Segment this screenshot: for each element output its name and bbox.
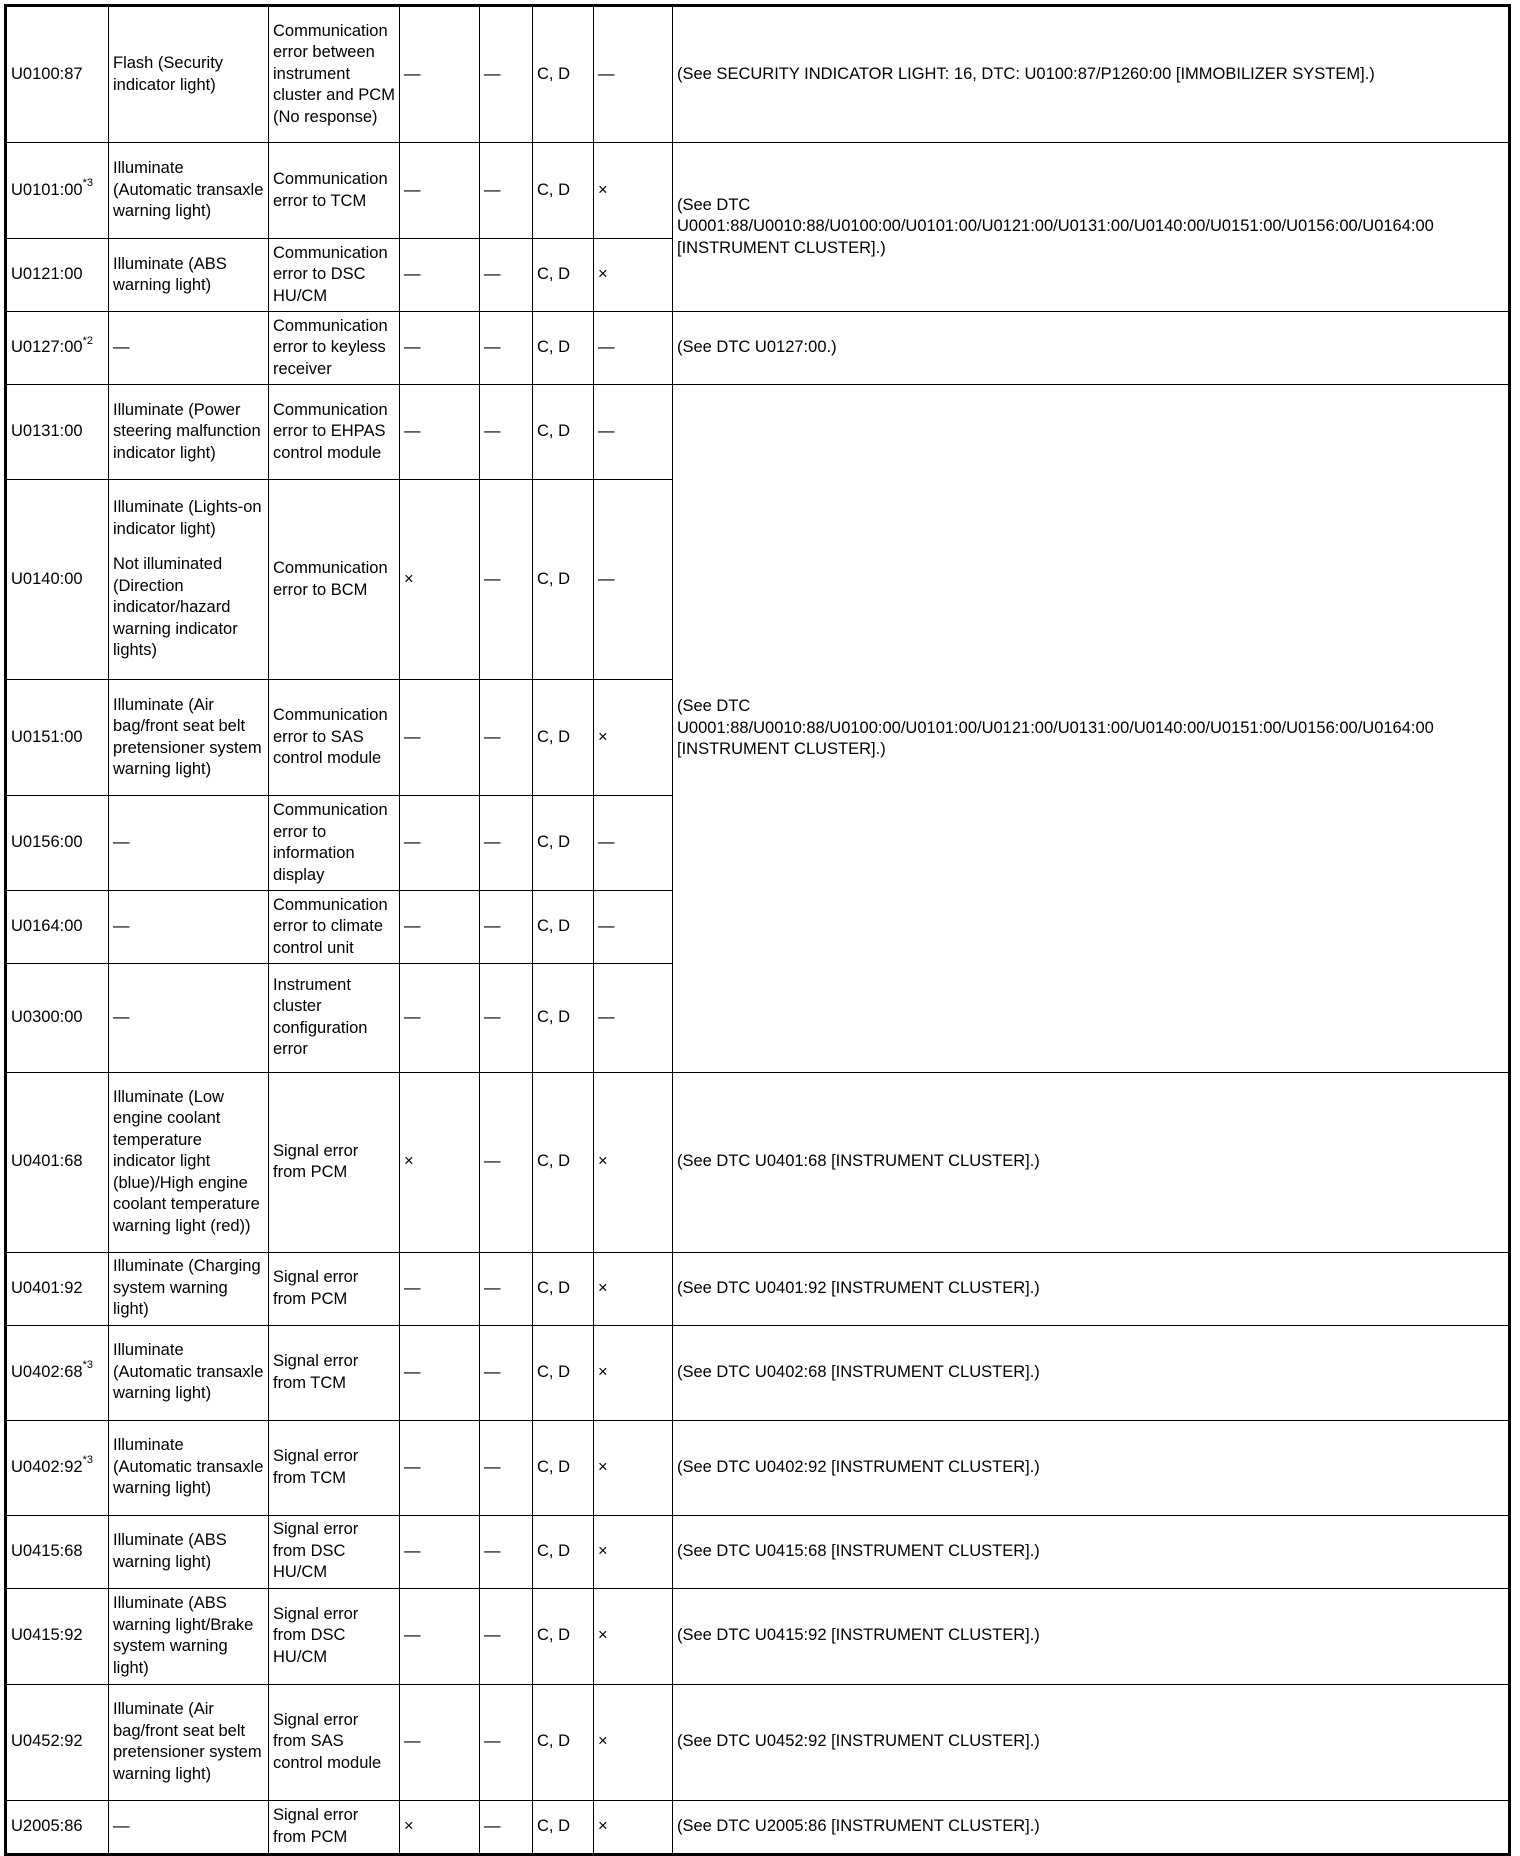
indicator-cell: — <box>109 891 269 964</box>
col7-cell: × <box>594 1072 673 1252</box>
col4-cell: × <box>400 480 480 680</box>
col5-cell: — <box>480 1325 533 1420</box>
col4-cell: — <box>400 6 480 143</box>
col6-cell: C, D <box>533 239 594 312</box>
col7-cell: × <box>594 1515 673 1588</box>
indicator-cell: Illuminate (Air bag/front seat belt pretensioner system warning light) <box>109 680 269 796</box>
col4-cell: — <box>400 680 480 796</box>
condition-cell: Signal error from TCM <box>269 1325 400 1420</box>
col5-cell: — <box>480 680 533 796</box>
col7-cell: × <box>594 1325 673 1420</box>
col7-cell: — <box>594 480 673 680</box>
action-cell: (See DTC U0401:92 [INSTRUMENT CLUSTER].) <box>673 1252 1510 1325</box>
col6-cell: C, D <box>533 1252 594 1325</box>
indicator-cell: Illuminate (Power steering malfunction indicator light) <box>109 385 269 480</box>
col6-cell: C, D <box>533 1684 594 1800</box>
action-cell: (See DTC U0402:68 [INSTRUMENT CLUSTER].) <box>673 1325 1510 1420</box>
condition-cell: Signal error from TCM <box>269 1420 400 1515</box>
col5-cell: — <box>480 964 533 1073</box>
dtc-code-cell: U0131:00 <box>6 385 109 480</box>
action-cell-group-1: (See DTC U0001:88/U0010:88/U0100:00/U0101:00/U0121:00/U0131:00/U0140:00/U0151:00/U0156:00/U0164:00 [INSTRUMENT CLUSTER].) <box>673 143 1510 312</box>
indicator-cell: — <box>109 1800 269 1854</box>
col7-cell: — <box>594 6 673 143</box>
col5-cell: — <box>480 1588 533 1684</box>
col4-cell: — <box>400 143 480 239</box>
dtc-code-cell: U0101:00$^{*3}$ <box>6 143 109 239</box>
indicator-cell: — <box>109 964 269 1073</box>
col7-cell: × <box>594 1588 673 1684</box>
dtc-code-cell: U0402:92$^{*3}$ <box>6 1420 109 1515</box>
dtc-code-cell: U0121:00 <box>6 239 109 312</box>
col5-cell: — <box>480 1515 533 1588</box>
col7-cell: × <box>594 680 673 796</box>
dtc-code-cell: U0415:92 <box>6 1588 109 1684</box>
col4-cell: — <box>400 891 480 964</box>
indicator-extra-text: Not illuminated (Direction indicator/hazard warning indicator lights) <box>113 555 238 660</box>
indicator-cell: Illuminate (Low engine coolant temperature indicator light (blue)/High engine coolant temperature warning light (red)) <box>109 1072 269 1252</box>
col5-cell: — <box>480 1072 533 1252</box>
indicator-cell: — <box>109 796 269 891</box>
col4-cell: — <box>400 1515 480 1588</box>
dtc-code-cell: U0402:68$^{*3}$ <box>6 1325 109 1420</box>
condition-cell: Communication error to information display <box>269 796 400 891</box>
indicator-cell: Illuminate (Air bag/front seat belt pretensioner system warning light) <box>109 1684 269 1800</box>
col6-cell: C, D <box>533 796 594 891</box>
col6-cell: C, D <box>533 1325 594 1420</box>
action-cell: (See DTC U0452:92 [INSTRUMENT CLUSTER].) <box>673 1684 1510 1800</box>
dtc-code-cell: U0164:00 <box>6 891 109 964</box>
dtc-code-cell: U0415:68 <box>6 1515 109 1588</box>
col6-cell: C, D <box>533 1420 594 1515</box>
col5-cell: — <box>480 1420 533 1515</box>
condition-cell: Signal error from PCM <box>269 1072 400 1252</box>
col6-cell: C, D <box>533 891 594 964</box>
table-row <box>6 1420 1510 1515</box>
dtc-code-cell: U0401:68 <box>6 1072 109 1252</box>
col7-cell: — <box>594 796 673 891</box>
condition-cell: Communication error to TCM <box>269 143 400 239</box>
dtc-table <box>4 4 1511 1856</box>
col7-cell: × <box>594 239 673 312</box>
condition-cell: Signal error from SAS control module <box>269 1684 400 1800</box>
condition-cell: Signal error from DSC HU/CM <box>269 1515 400 1588</box>
col5-cell: — <box>480 385 533 480</box>
col4-cell: — <box>400 1684 480 1800</box>
indicator-cell: Flash (Security indicator light) <box>109 6 269 143</box>
col4-cell: — <box>400 239 480 312</box>
table-row <box>6 1515 1510 1588</box>
col4-cell: — <box>400 1420 480 1515</box>
col7-cell: × <box>594 1420 673 1515</box>
dtc-code-cell: U0127:00$^{*2}$ <box>6 312 109 385</box>
indicator-cell <box>109 480 269 680</box>
col4-cell: — <box>400 1325 480 1420</box>
condition-cell: Instrument cluster configuration error <box>269 964 400 1073</box>
col5-cell: — <box>480 1252 533 1325</box>
col7-cell: × <box>594 1800 673 1854</box>
col6-cell: C, D <box>533 1072 594 1252</box>
col5-cell: — <box>480 6 533 143</box>
table-row <box>6 1072 1510 1252</box>
col6-cell: C, D <box>533 680 594 796</box>
col4-cell: — <box>400 312 480 385</box>
action-cell: (See DTC U0402:92 [INSTRUMENT CLUSTER].) <box>673 1420 1510 1515</box>
col5-cell: — <box>480 796 533 891</box>
col4-cell: — <box>400 1588 480 1684</box>
table-row <box>6 1325 1510 1420</box>
dtc-code-cell: U0401:92 <box>6 1252 109 1325</box>
col4-cell: — <box>400 1252 480 1325</box>
dtc-code-cell: U0300:00 <box>6 964 109 1073</box>
indicator-cell: Illuminate (ABS warning light/Brake system warning light) <box>109 1588 269 1684</box>
col7-cell: × <box>594 143 673 239</box>
condition-cell: Communication error to keyless receiver <box>269 312 400 385</box>
dtc-code-cell: U2005:86 <box>6 1800 109 1854</box>
col5-cell: — <box>480 1684 533 1800</box>
col4-cell: × <box>400 1072 480 1252</box>
table-row <box>6 6 1510 143</box>
table-row <box>6 143 1510 239</box>
col6-cell: C, D <box>533 480 594 680</box>
col6-cell: C, D <box>533 6 594 143</box>
col6-cell: C, D <box>533 312 594 385</box>
indicator-cell: Illuminate (Automatic transaxle warning light) <box>109 1325 269 1420</box>
col6-cell: C, D <box>533 1588 594 1684</box>
condition-cell: Signal error from PCM <box>269 1252 400 1325</box>
action-cell: (See DTC U0401:68 [INSTRUMENT CLUSTER].) <box>673 1072 1510 1252</box>
condition-cell: Communication error to EHPAS control module <box>269 385 400 480</box>
condition-cell: Communication error between instrument cluster and PCM (No response) <box>269 6 400 143</box>
action-cell-group-2: (See DTC U0001:88/U0010:88/U0100:00/U0101:00/U0121:00/U0131:00/U0140:00/U0151:00/U0156:00/U0164:00 [INSTRUMENT CLUSTER].) <box>673 385 1510 1073</box>
dtc-code-cell: U0151:00 <box>6 680 109 796</box>
condition-cell: Communication error to climate control unit <box>269 891 400 964</box>
col6-cell: C, D <box>533 143 594 239</box>
condition-cell: Communication error to BCM <box>269 480 400 680</box>
col5-cell: — <box>480 312 533 385</box>
col6-cell: C, D <box>533 1800 594 1854</box>
table-row <box>6 1588 1510 1684</box>
dtc-code-cell: U0156:00 <box>6 796 109 891</box>
action-cell: (See DTC U2005:86 [INSTRUMENT CLUSTER].) <box>673 1800 1510 1854</box>
condition-cell: Signal error from DSC HU/CM <box>269 1588 400 1684</box>
table-row <box>6 1684 1510 1800</box>
dtc-page <box>4 4 1508 1856</box>
col6-cell: C, D <box>533 385 594 480</box>
action-cell: (See DTC U0127:00.) <box>673 312 1510 385</box>
col4-cell: — <box>400 796 480 891</box>
col7-cell: — <box>594 964 673 1073</box>
dtc-code-cell: U0452:92 <box>6 1684 109 1800</box>
col4-cell: — <box>400 964 480 1073</box>
col5-cell: — <box>480 239 533 312</box>
action-cell: (See DTC U0415:68 [INSTRUMENT CLUSTER].) <box>673 1515 1510 1588</box>
col5-cell: — <box>480 1800 533 1854</box>
table-row <box>6 312 1510 385</box>
col7-cell: — <box>594 312 673 385</box>
indicator-cell: Illuminate (Automatic transaxle warning light) <box>109 143 269 239</box>
indicator-text: Illuminate (Lights-on indicator light) <box>113 498 262 538</box>
col5-cell: — <box>480 143 533 239</box>
condition-cell: Communication error to DSC HU/CM <box>269 239 400 312</box>
action-cell: (See SECURITY INDICATOR LIGHT: 16, DTC: U0100:87/P1260:00 [IMMOBILIZER SYSTEM].) <box>673 6 1510 143</box>
col7-cell: × <box>594 1684 673 1800</box>
table-row <box>6 1252 1510 1325</box>
col5-cell: — <box>480 480 533 680</box>
col7-cell: — <box>594 891 673 964</box>
dtc-code-cell: U0140:00 <box>6 480 109 680</box>
indicator-cell: Illuminate (Automatic transaxle warning light) <box>109 1420 269 1515</box>
table-row <box>6 385 1510 480</box>
dtc-code-cell: U0100:87 <box>6 6 109 143</box>
action-cell: (See DTC U0415:92 [INSTRUMENT CLUSTER].) <box>673 1588 1510 1684</box>
indicator-cell: Illuminate (Charging system warning light) <box>109 1252 269 1325</box>
col5-cell: — <box>480 891 533 964</box>
indicator-cell: Illuminate (ABS warning light) <box>109 239 269 312</box>
col7-cell: — <box>594 385 673 480</box>
col6-cell: C, D <box>533 1515 594 1588</box>
indicator-cell: — <box>109 312 269 385</box>
indicator-cell: Illuminate (ABS warning light) <box>109 1515 269 1588</box>
col4-cell: — <box>400 385 480 480</box>
condition-cell: Signal error from PCM <box>269 1800 400 1854</box>
col7-cell: × <box>594 1252 673 1325</box>
condition-cell: Communication error to SAS control module <box>269 680 400 796</box>
col6-cell: C, D <box>533 964 594 1073</box>
col4-cell: × <box>400 1800 480 1854</box>
